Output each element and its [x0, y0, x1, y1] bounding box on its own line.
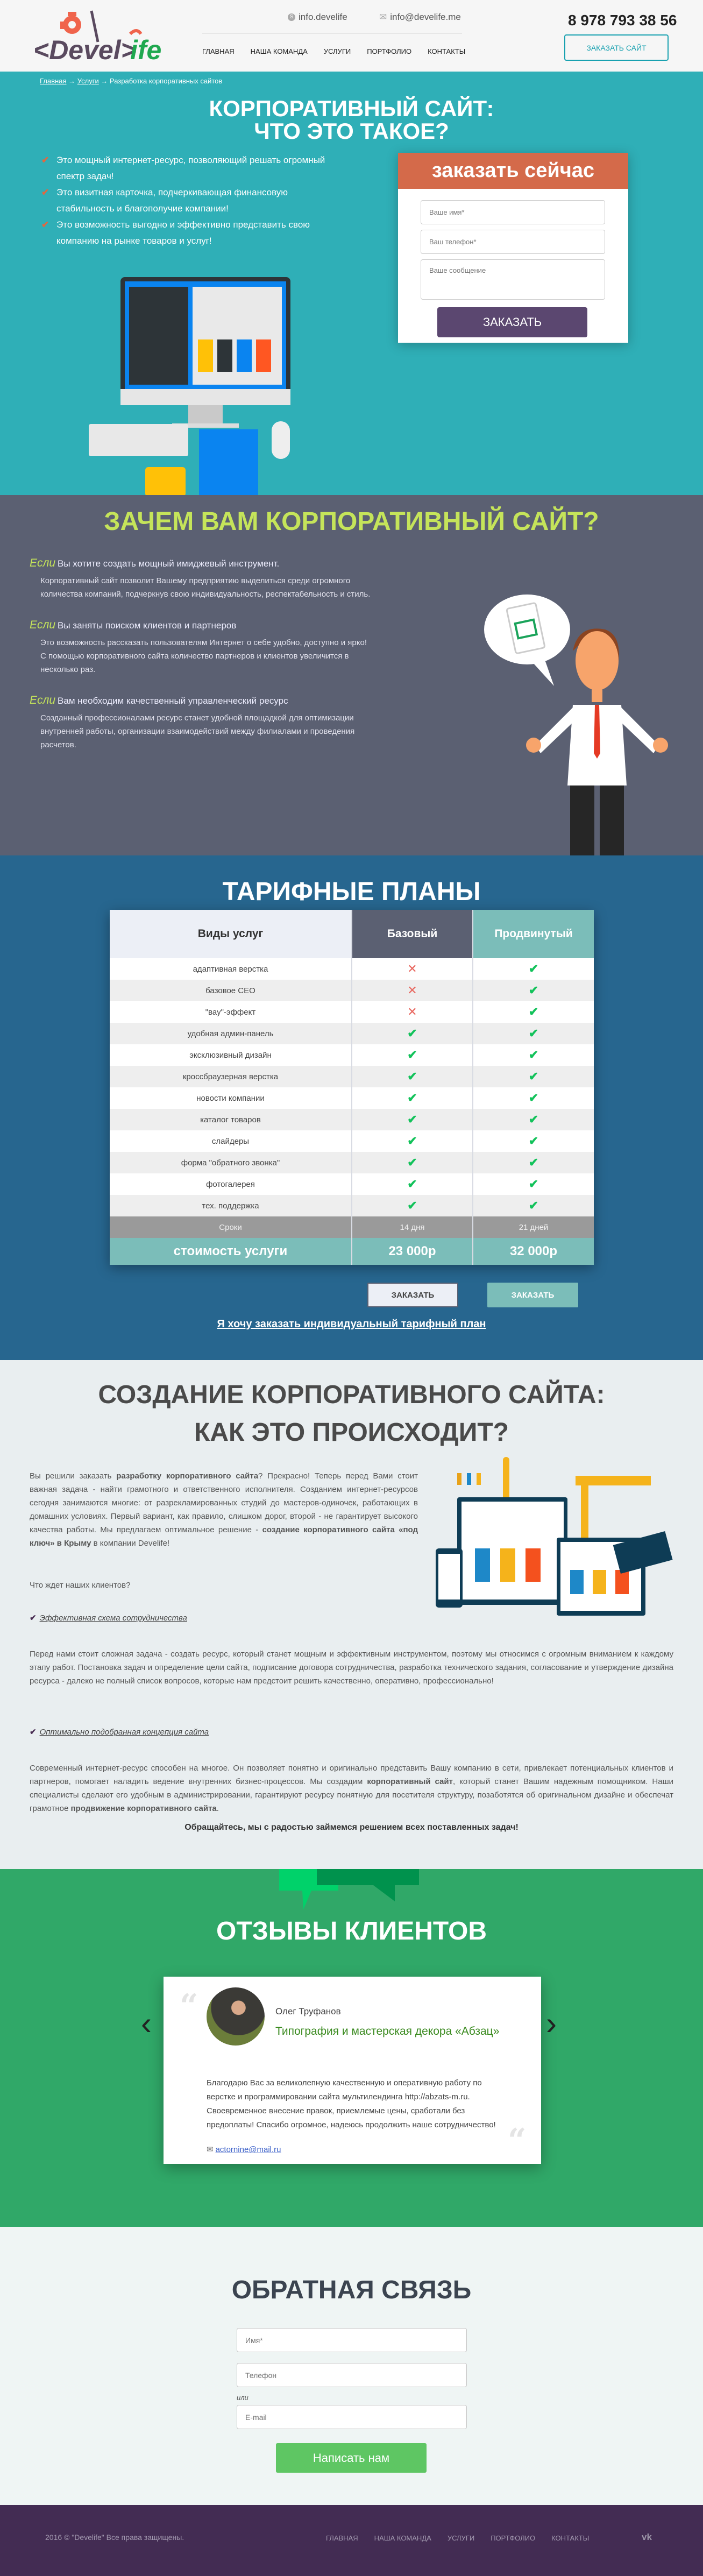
bullet-text: Это мощный интернет-ресурс, позволяющий решать огромный спектр задач!: [56, 155, 325, 181]
check-icon: ✔: [30, 1613, 37, 1623]
order-advanced-button[interactable]: ЗАКАЗАТЬ: [487, 1283, 578, 1307]
terms-basic: 14 дня: [352, 1216, 473, 1238]
plan-advanced-cell: [473, 1001, 594, 1023]
plan-basic-cell: [352, 1066, 473, 1087]
name-input[interactable]: [421, 200, 605, 224]
plan-basic-cell: [352, 1195, 473, 1216]
breadcrumb: [40, 77, 222, 85]
feedback-section: [0, 2227, 703, 2505]
service-name: адаптивная верстка: [193, 964, 268, 974]
title-line-1: СОЗДАНИЕ КОРПОРАТИВНОГО САЙТА:: [98, 1381, 605, 1409]
nav-home[interactable]: ГЛАВНАЯ: [202, 47, 235, 55]
order-site-button[interactable]: ЗАКАЗАТЬ САЙТ: [564, 34, 669, 61]
bold-text: продвижение корпоративного сайта: [70, 1804, 217, 1813]
service-name: новости компании: [196, 1093, 265, 1103]
avatar: [207, 1987, 265, 2046]
plan-advanced-cell: [473, 1023, 594, 1044]
plan-basic-cell: [352, 1173, 473, 1195]
bold-text: корпоративный сайт: [367, 1777, 453, 1786]
breadcrumb-home[interactable]: Главная: [40, 77, 67, 85]
why-answer: Это возможность рассказать пользователям Интернет о себе удобно, доступно и ярко! С помощью корпоративного сайта количество партнеров и клиентов увеличится в несколько раз.: [40, 638, 367, 674]
text: Перед нами стоит сложная задача - создать ресурс, который станет мощным и эффективным инструментом, поэтому мы относимся с огромным вниманием к каждому этапу работ. Постановка задач и определение цели сайта, подписание договора сотрудничества, разработка технического задания, согласование и утверждение дизайна ресурса - далеко не полный список вопросов, которые нам предстоит решить качественно, оперативно, профессионально!: [30, 1650, 673, 1686]
pricing-section: [0, 855, 703, 1360]
service-name: тех. поддержка: [202, 1201, 259, 1211]
check-icon: ✔: [41, 187, 49, 197]
check-icon: ✔: [41, 220, 49, 230]
web-design-illustration: [425, 1457, 678, 1618]
email-contact[interactable]: [379, 12, 461, 23]
title-line-1: КОРПОРАТИВНЫЙ САЙТ:: [209, 96, 494, 121]
check-icon: ✔: [528, 983, 539, 997]
plan-advanced-cell: [473, 1195, 594, 1216]
breadcrumb-sep: →: [101, 77, 108, 85]
check-icon: ✔: [407, 1070, 417, 1083]
check-icon: ✔: [528, 1199, 539, 1212]
why-item: [30, 619, 374, 676]
text: Современный интернет-ресурс способен на многое. Он позволяет понятно и оригинально представить Вашу компанию в сети, привлекает потенциальных клиентов и партнеров, помогает наладить ведение внутренних бизнес-процессов. Мы создадим: [30, 1764, 673, 1786]
plan-advanced-cell: [473, 1130, 594, 1152]
chat-bubbles-icon: [279, 1869, 424, 1912]
review-card: [164, 1977, 541, 2164]
pricing-table: [110, 910, 594, 1265]
plan-advanced-cell: [473, 980, 594, 1001]
plan-advanced-cell: [473, 1152, 594, 1173]
process-intro: [30, 1469, 418, 1550]
close-quote-icon: “: [508, 2122, 527, 2160]
breadcrumb-sep: →: [68, 77, 76, 85]
why-list: [30, 557, 374, 769]
pricing-row: [110, 1044, 594, 1066]
why-question: [30, 557, 374, 570]
header-services: Виды услуг: [110, 910, 352, 958]
why-answer: Корпоративный сайт позволит Вашему предприятию выделиться среди огромного количества компаний, подчеркнув свою индивидуальность, респектабельность и стиль.: [40, 576, 371, 599]
hero-bullets: [40, 152, 342, 249]
bold-text: создание корпоративного сайта «под ключ» в Крыму: [30, 1525, 418, 1548]
text: Вы решили заказать: [30, 1471, 117, 1481]
footer-nav-portfolio[interactable]: ПОРТФОЛИО: [491, 2534, 536, 2542]
reviewer-company: Типография и мастерская декора «Абзац»: [275, 2025, 500, 2037]
businessman-illustration: [484, 592, 678, 855]
pricing-row: [110, 1130, 594, 1152]
clients-question: Что ждет наших клиентов?: [30, 1581, 131, 1590]
pricing-row: [110, 980, 594, 1001]
pricing-row: [110, 1023, 594, 1044]
plan-advanced-cell: [473, 1173, 594, 1195]
bullet-text: Это возможность выгодно и эффективно представить свою компанию на рынке товаров и услуг!: [56, 220, 310, 246]
custom-plan-link[interactable]: Я хочу заказать индивидуальный тарифный план: [217, 1318, 486, 1330]
prev-arrow-icon[interactable]: ‹: [141, 2005, 152, 2041]
open-quote-icon: “: [180, 1987, 198, 2025]
if-word: Если: [30, 694, 56, 706]
pricing-row: [110, 1001, 594, 1023]
footer-nav-contacts[interactable]: КОНТАКТЫ: [551, 2534, 590, 2542]
check-icon: ✔: [407, 1048, 417, 1061]
cost-basic: 23 000р: [352, 1238, 473, 1265]
vk-icon[interactable]: vk: [642, 2532, 652, 2542]
why-question: [30, 694, 374, 707]
message-input[interactable]: [421, 259, 605, 300]
phone-number[interactable]: 8 978 793 38 56: [568, 12, 677, 29]
plan-basic-cell: [352, 958, 473, 980]
footer-nav-team[interactable]: НАША КОМАНДА: [374, 2534, 431, 2542]
process-title: [0, 1376, 703, 1452]
bold-text: разработку корпоративного сайта: [116, 1471, 259, 1481]
plan-advanced-cell: [473, 1044, 594, 1066]
text: ? Прекрасно! Теперь перед Вами стоит важная задача - найти грамотного и ответственного исполнителя. Созданием интернет-ресурсов сегодня занимаются многие: от разрекламированных студий до мастеров-одиночек, работающих в домашних условиях. Первый вариант, как правило, слишком дорог, второй - не гарантирует высокого качества работы. Мы предлагаем оптимальное решение -: [30, 1471, 418, 1534]
reviewer-email-link[interactable]: actornine@mail.ru: [215, 2145, 281, 2154]
footer-nav-services[interactable]: УСЛУГИ: [447, 2534, 475, 2542]
why-answer: Созданный профессионалами ресурс станет удобной площадкой для оптимизации внутренней работы, организации взаимодействий между филиалами и проведения расчетов.: [40, 713, 355, 749]
mail-icon: ✉: [379, 12, 387, 22]
if-word: Если: [30, 619, 56, 631]
process-paragraph-2: [30, 1761, 673, 1815]
check-icon: ✔: [407, 1113, 417, 1126]
terms-row: [110, 1216, 594, 1238]
question-text: Вы хотите создать мощный имиджевый инструмент.: [58, 558, 280, 569]
check-icon: ✔: [528, 962, 539, 975]
service-name: эксклюзивный дизайн: [189, 1050, 272, 1060]
review-text: Благодарю Вас за великолепную качественную и оперативную работу по верстке и программировании сайта мультилендинга http://abzats-m.ru. Своевременное внесение правок, приемлемые цены, сработали без предоплаты! Спасибо огромное, надеюсь продолжить наше сотрудничество!: [207, 2078, 496, 2129]
check-icon: ✔: [528, 1177, 539, 1191]
reviews-title: ОТЗЫВЫ КЛИЕНТОВ: [216, 1917, 487, 1945]
next-arrow-icon[interactable]: ›: [546, 2005, 557, 2041]
pricing-row: [110, 1195, 594, 1216]
feedback-phone-input[interactable]: [237, 2363, 467, 2387]
or-label: или: [237, 2394, 248, 2402]
feedback-title: ОБРАТНАЯ СВЯЗЬ: [231, 2276, 472, 2304]
email-text: info@develife.me: [390, 12, 461, 22]
plan-basic-cell: [352, 1152, 473, 1173]
plan-advanced-cell: [473, 1066, 594, 1087]
plan-basic-cell: [352, 1044, 473, 1066]
nav-services[interactable]: УСЛУГИ: [323, 47, 351, 55]
check-icon: ✔: [407, 1177, 417, 1191]
develife-logo[interactable]: [33, 10, 162, 65]
plan-basic-cell: [352, 1023, 473, 1044]
header-basic: Базовый: [352, 910, 473, 958]
why-question: [30, 619, 374, 632]
skype-contact[interactable]: [288, 12, 347, 23]
check-icon: ✔: [528, 1027, 539, 1040]
check-icon: ✔: [30, 1728, 37, 1737]
pricing-row: [110, 1109, 594, 1130]
cross-icon: ✕: [407, 1005, 417, 1018]
nav-portfolio[interactable]: ПОРТФОЛИО: [367, 47, 412, 55]
check-icon: ✔: [41, 155, 49, 165]
question-text: Вы заняты поиском клиентов и партнеров: [58, 620, 237, 631]
plan-basic-cell: [352, 1130, 473, 1152]
service-name: базовое СЕО: [205, 986, 255, 995]
check-icon: ✔: [528, 1005, 539, 1018]
check-icon: ✔: [407, 1091, 417, 1105]
process-section: [0, 1360, 703, 1869]
feedback-email-input[interactable]: [237, 2405, 467, 2429]
why-item: [30, 694, 374, 752]
reviews-section: [0, 1869, 703, 2227]
hero-section: [0, 72, 703, 495]
nav-contacts[interactable]: КОНТАКТЫ: [428, 47, 466, 55]
phone-input[interactable]: [421, 230, 605, 254]
footer-nav-home[interactable]: ГЛАВНАЯ: [326, 2534, 358, 2542]
mail-icon: ✉: [207, 2145, 214, 2154]
cost-advanced: 32 000р: [473, 1238, 594, 1265]
terms-advanced: 21 дней: [473, 1216, 594, 1238]
why-item: [30, 557, 374, 601]
svg-text:<Devel>: <Devel>: [33, 35, 137, 65]
service-name: слайдеры: [211, 1136, 250, 1146]
subheading-text: Оптимально подобранная концепция сайта: [39, 1728, 209, 1737]
cross-icon: ✕: [407, 962, 417, 975]
check-icon: ✔: [407, 1134, 417, 1148]
skype-text: info.develife: [299, 12, 347, 22]
terms-label: Сроки: [110, 1216, 352, 1238]
page-title: [0, 97, 703, 143]
subheading-cooperation: [30, 1613, 187, 1623]
question-text: Вам необходим качественный управленческий ресурс: [58, 696, 288, 706]
pricing-row: [110, 1152, 594, 1173]
order-submit-button[interactable]: ЗАКАЗАТЬ: [437, 307, 587, 337]
if-word: Если: [30, 557, 56, 569]
text: , который станет Вашим надежным помощником. Наши специалисты сделают его удобным в администрировании, гарантируют ресурсу понятную для посетителя структуру, позаботятся об оригинальном дизайне и обеспечат грамотное: [30, 1777, 673, 1813]
title-line-2: ЧТО ЭТО ТАКОЕ?: [254, 118, 449, 144]
check-icon: ✔: [407, 1199, 417, 1212]
breadcrumb-current: Разработка корпоративных сайтов: [109, 77, 223, 85]
bullet-item: [40, 152, 342, 185]
text: в компании Develife!: [91, 1539, 170, 1548]
text: .: [216, 1804, 219, 1813]
check-icon: ✔: [528, 1070, 539, 1083]
check-icon: ✔: [407, 1027, 417, 1040]
cost-label: стоимость услуги: [110, 1238, 352, 1265]
plan-basic-cell: [352, 1109, 473, 1130]
why-title: ЗАЧЕМ ВАМ КОРПОРАТИВНЫЙ САЙТ?: [104, 507, 599, 536]
closing-text: Обращайтесь, мы с радостью займемся решением всех поставленных задач!: [184, 1823, 519, 1832]
check-icon: ✔: [407, 1156, 417, 1169]
pricing-row: [110, 1066, 594, 1087]
plan-advanced-cell: [473, 1087, 594, 1109]
order-form-title: заказать сейчас: [398, 153, 628, 189]
nav-team[interactable]: НАША КОМАНДА: [250, 47, 308, 55]
subheading-text: Эффективная схема сотрудничества: [39, 1613, 187, 1623]
bullet-item: [40, 217, 342, 249]
service-name: "вау"-эффект: [205, 1007, 256, 1017]
title-line-2: КАК ЭТО ПРОИСХОДИТ?: [194, 1418, 509, 1447]
reviewer-email[interactable]: [207, 2145, 281, 2154]
check-icon: ✔: [528, 1048, 539, 1061]
check-icon: ✔: [528, 1091, 539, 1105]
order-basic-button[interactable]: ЗАКАЗАТЬ: [367, 1283, 458, 1307]
pricing-row: [110, 958, 594, 980]
divider: [202, 33, 462, 34]
check-icon: ✔: [528, 1156, 539, 1169]
pricing-row: [110, 1173, 594, 1195]
header-advanced: Продвинутый: [473, 910, 594, 958]
feedback-name-input[interactable]: [237, 2328, 467, 2352]
service-name: каталог товаров: [200, 1115, 261, 1124]
footer-nav: [326, 2534, 589, 2542]
subheading-concept: [30, 1727, 209, 1737]
plan-basic-cell: [352, 980, 473, 1001]
breadcrumb-services[interactable]: Услуги: [77, 77, 99, 85]
pricing-row: [110, 1087, 594, 1109]
plan-advanced-cell: [473, 958, 594, 980]
skype-icon: S: [288, 13, 295, 21]
check-icon: ✔: [528, 1113, 539, 1126]
reviewer-name: Олег Труфанов: [275, 2006, 341, 2016]
process-paragraph-1: [30, 1647, 673, 1688]
pricing-title: ТАРИФНЫЕ ПЛАНЫ: [222, 877, 481, 906]
plan-basic-cell: [352, 1001, 473, 1023]
plan-advanced-cell: [473, 1109, 594, 1130]
bullet-item: [40, 185, 342, 217]
service-name: удобная админ-панель: [187, 1029, 274, 1038]
order-form: [398, 153, 628, 343]
workspace-illustration: [86, 271, 301, 497]
why-section: [0, 495, 703, 855]
cross-icon: ✕: [407, 983, 417, 997]
bullet-text: Это визитная карточка, подчеркивающая финансовую стабильность и благополучие компании!: [56, 187, 288, 214]
feedback-submit-button[interactable]: Написать нам: [276, 2443, 427, 2473]
main-nav: [202, 47, 465, 55]
service-name: кроссбраузерная верстка: [182, 1072, 279, 1081]
cost-row: [110, 1238, 594, 1265]
site-header: [0, 0, 703, 72]
service-name: форма "обратного звонка": [181, 1158, 280, 1167]
plan-basic-cell: [352, 1087, 473, 1109]
copyright: 2016 © "Develife" Все права защищены.: [45, 2533, 184, 2542]
service-name: фотогалерея: [206, 1179, 255, 1189]
check-icon: ✔: [528, 1134, 539, 1148]
site-footer: [0, 2505, 703, 2576]
svg-text:ife: ife: [130, 35, 162, 65]
